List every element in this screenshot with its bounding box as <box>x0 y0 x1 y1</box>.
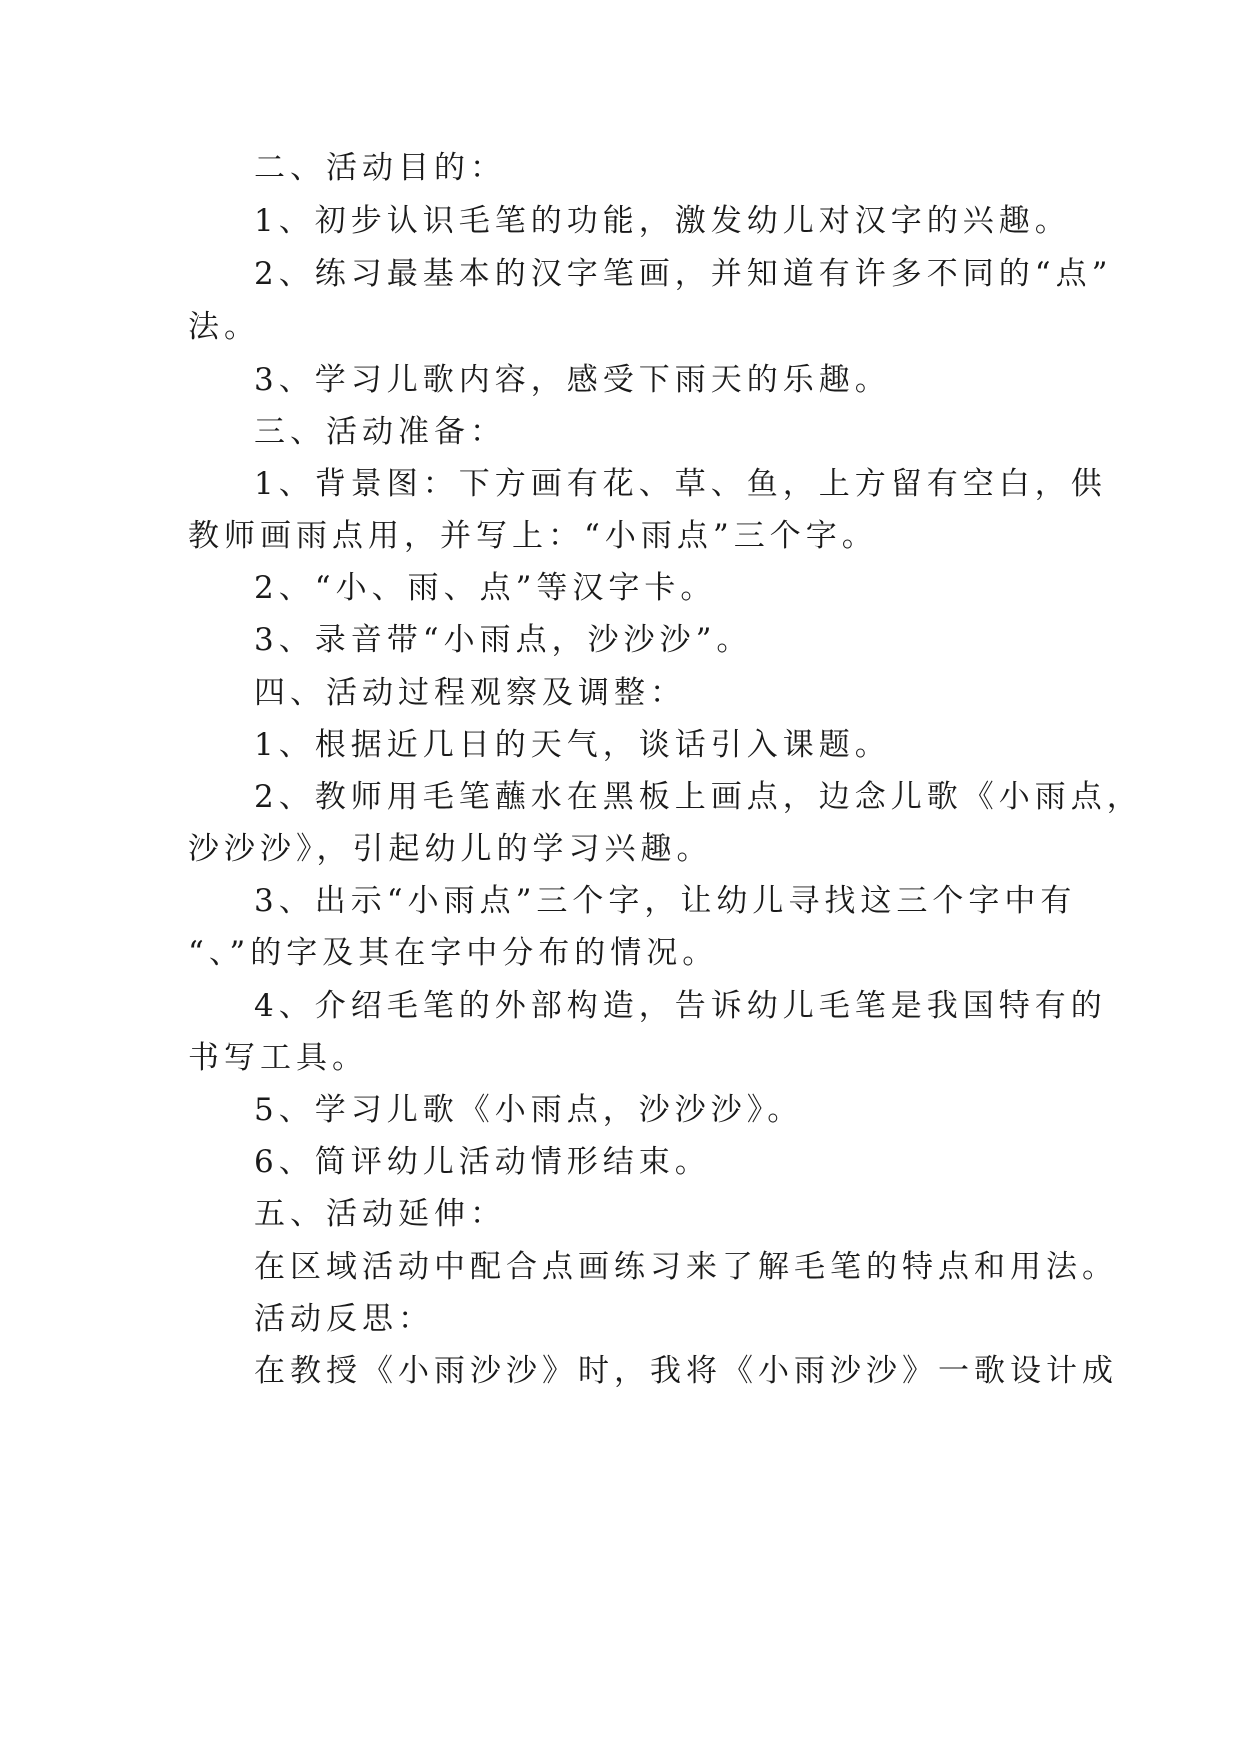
paragraph-line: 5、学习儿歌《小雨点，沙沙沙》。 <box>254 1092 804 1128</box>
paragraph-line: 4、介绍毛笔的外部构造，告诉幼儿毛笔是我国特有的 <box>254 988 1107 1024</box>
paragraph-line: 1、初步认识毛笔的功能，激发幼儿对汉字的兴趣。 <box>254 203 1071 239</box>
paragraph-line: “、”的字及其在字中分布的情况。 <box>188 935 719 971</box>
paragraph-line: 在教授《小雨沙沙》时，我将《小雨沙沙》一歌设计成 <box>254 1353 1118 1389</box>
paragraph-line: 3、学习儿歌内容，感受下雨天的乐趣。 <box>254 362 891 398</box>
paragraph-line: 书写工具。 <box>188 1040 368 1076</box>
paragraph-line: 1、背景图：下方画有花、草、鱼，上方留有空白，供 <box>254 466 1107 502</box>
section-heading-process: 四、活动过程观察及调整： <box>254 675 686 711</box>
paragraph-line: 教师画雨点用，并写上：“小雨点”三个字。 <box>188 518 878 554</box>
paragraph-line: 6、简评幼儿活动情形结束。 <box>254 1144 711 1180</box>
section-heading-reflection: 活动反思： <box>254 1301 434 1337</box>
paragraph-line: 2、教师用毛笔蘸水在黑板上画点，边念儿歌《小雨点， <box>254 779 1143 815</box>
paragraph-line: 法。 <box>188 309 260 345</box>
paragraph-line: 1、根据近几日的天气，谈话引入课题。 <box>254 727 891 763</box>
paragraph-line: 2、练习最基本的汉字笔画，并知道有许多不同的“点” <box>254 256 1113 292</box>
section-heading-extension: 五、活动延伸： <box>254 1196 506 1232</box>
paragraph-line: 3、出示“小雨点”三个字，让幼儿寻找这三个字中有 <box>254 883 1077 919</box>
paragraph-line: 2、“小、雨、点”等汉字卡。 <box>254 570 717 606</box>
paragraph-line: 3、录音带“小雨点，沙沙沙”。 <box>254 622 753 658</box>
paragraph-line: 沙沙沙》，引起幼儿的学习兴趣。 <box>188 831 713 867</box>
paragraph-line: 在区域活动中配合点画练习来了解毛笔的特点和用法。 <box>254 1249 1118 1285</box>
section-heading-objectives: 二、活动目的： <box>254 150 506 186</box>
section-heading-preparation: 三、活动准备： <box>254 414 506 450</box>
